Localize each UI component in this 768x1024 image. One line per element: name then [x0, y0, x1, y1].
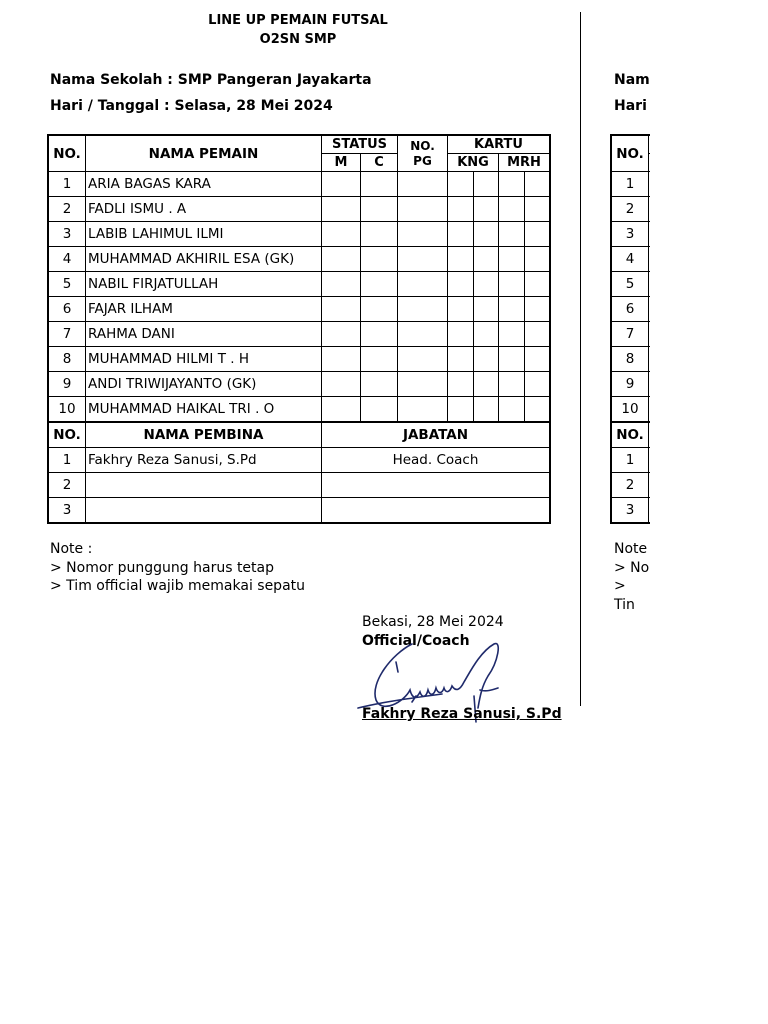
status-c-cell — [361, 397, 398, 423]
header-kartu-kng: KNG — [448, 154, 499, 172]
mrh-cell-1 — [499, 222, 525, 247]
player-name: RAHMA DANI — [86, 322, 322, 347]
right-copy-official-number: 3 — [612, 498, 649, 523]
player-number: 8 — [49, 347, 86, 372]
header-kartu: KARTU — [448, 136, 550, 154]
signature-place-date: Bekasi, 28 Mei 2024 — [362, 614, 504, 630]
kng-cell-1 — [448, 297, 474, 322]
right-copy-row — [612, 272, 651, 297]
official-row — [49, 473, 550, 498]
signature-role: Official/Coach — [362, 633, 470, 649]
signature-name: Fakhry Reza Sanusi, S.Pd — [362, 706, 562, 722]
player-rows — [49, 172, 550, 423]
status-m-cell — [322, 372, 361, 397]
kng-cell-2 — [474, 297, 499, 322]
jersey-number-cell — [398, 222, 448, 247]
official-name — [86, 473, 322, 498]
mrh-cell-2 — [525, 272, 550, 297]
jersey-number-cell — [398, 297, 448, 322]
kng-cell-2 — [474, 397, 499, 423]
mrh-cell-2 — [525, 222, 550, 247]
lineup-table — [48, 135, 550, 523]
right-copy-row-number: 4 — [612, 247, 649, 272]
official-name — [86, 498, 322, 523]
table-row — [49, 272, 550, 297]
title-line-1: LINE UP PEMAIN FUTSAL — [208, 13, 388, 28]
right-copy-official-number: 1 — [612, 448, 649, 473]
header-player-name: NAMA PEMAIN — [86, 136, 322, 172]
table-row — [49, 397, 550, 423]
status-m-cell — [322, 322, 361, 347]
kng-cell-1 — [448, 397, 474, 423]
player-name: ANDI TRIWIJAYANTO (GK) — [86, 372, 322, 397]
jersey-number-cell — [398, 397, 448, 423]
status-m-cell — [322, 347, 361, 372]
status-c-cell — [361, 197, 398, 222]
official-role: Head. Coach — [322, 448, 550, 473]
right-copy-official-row — [612, 448, 651, 473]
status-m-cell — [322, 172, 361, 197]
player-number: 7 — [49, 322, 86, 347]
player-name: FADLI ISMU . A — [86, 197, 322, 222]
table-row — [49, 172, 550, 197]
official-number: 2 — [49, 473, 86, 498]
player-name: MUHAMMAD AKHIRIL ESA (GK) — [86, 247, 322, 272]
mrh-cell-1 — [499, 172, 525, 197]
right-copy-official-row — [612, 498, 651, 523]
status-m-cell — [322, 247, 361, 272]
status-c-cell — [361, 172, 398, 197]
status-c-cell — [361, 272, 398, 297]
official-rows — [49, 448, 550, 523]
player-number: 10 — [49, 397, 86, 423]
mrh-cell-1 — [499, 297, 525, 322]
school-name: Nama Sekolah : SMP Pangeran Jayakarta — [50, 72, 372, 88]
right-copy-row-number: 5 — [612, 272, 649, 297]
status-m-cell — [322, 397, 361, 423]
header-jersey-number: NO. PG — [398, 136, 448, 172]
status-c-cell — [361, 247, 398, 272]
mrh-cell-1 — [499, 197, 525, 222]
kng-cell-1 — [448, 247, 474, 272]
kng-cell-2 — [474, 322, 499, 347]
header-kartu-mrh: MRH — [499, 154, 550, 172]
kng-cell-1 — [448, 372, 474, 397]
kng-cell-2 — [474, 272, 499, 297]
player-number: 5 — [49, 272, 86, 297]
right-copy-rows — [612, 172, 651, 423]
status-c-cell — [361, 372, 398, 397]
table-row — [49, 297, 550, 322]
player-name: NABIL FIRJATULLAH — [86, 272, 322, 297]
table-row — [49, 347, 550, 372]
right-copy — [608, 0, 650, 1024]
right-copy-row — [612, 247, 651, 272]
page-divider — [580, 12, 581, 706]
mrh-cell-1 — [499, 322, 525, 347]
mrh-cell-2 — [525, 322, 550, 347]
player-number: 6 — [49, 297, 86, 322]
right-copy-official-number: 2 — [612, 473, 649, 498]
player-number: 2 — [49, 197, 86, 222]
right-copy-official-row — [612, 473, 651, 498]
player-name: LABIB LAHIMUL ILMI — [86, 222, 322, 247]
header-jabatan: JABATAN — [322, 422, 550, 448]
player-number: 4 — [49, 247, 86, 272]
player-number: 9 — [49, 372, 86, 397]
right-copy-notes: Note > No > Tin — [614, 541, 650, 613]
official-name: Fakhry Reza Sanusi, S.Pd — [86, 448, 322, 473]
mrh-cell-2 — [525, 247, 550, 272]
status-c-cell — [361, 347, 398, 372]
mrh-cell-1 — [499, 397, 525, 423]
right-copy-row — [612, 197, 651, 222]
right-copy-date: Hari — [614, 98, 647, 114]
table-row — [49, 197, 550, 222]
right-copy-row-number: 8 — [612, 347, 649, 372]
jersey-number-cell — [398, 372, 448, 397]
mrh-cell-1 — [499, 272, 525, 297]
right-copy-row — [612, 297, 651, 322]
title-line-2: O2SN SMP — [259, 32, 337, 47]
right-copy-table — [611, 135, 650, 523]
kng-cell-1 — [448, 272, 474, 297]
right-copy-header-official-no: NO. — [612, 422, 649, 448]
match-date: Hari / Tanggal : Selasa, 28 Mei 2024 — [50, 98, 333, 114]
official-row — [49, 448, 550, 473]
status-c-cell — [361, 297, 398, 322]
header-pembina: NAMA PEMBINA — [86, 422, 322, 448]
right-copy-row-number: 3 — [612, 222, 649, 247]
right-copy-row — [612, 397, 651, 423]
right-copy-row-number: 1 — [612, 172, 649, 197]
jersey-number-cell — [398, 197, 448, 222]
official-row — [49, 498, 550, 523]
status-m-cell — [322, 272, 361, 297]
header-no: NO. — [49, 136, 86, 172]
player-name: MUHAMMAD HAIKAL TRI . O — [86, 397, 322, 423]
mrh-cell-2 — [525, 372, 550, 397]
jersey-number-cell — [398, 322, 448, 347]
table-row — [49, 247, 550, 272]
header-status-m: M — [322, 154, 361, 172]
right-copy-row-number: 6 — [612, 297, 649, 322]
jersey-number-cell — [398, 272, 448, 297]
right-copy-school: Nam — [614, 72, 650, 88]
notes — [50, 540, 305, 596]
kng-cell-1 — [448, 172, 474, 197]
note-line-2: > Tim official wajib memakai sepatu — [50, 578, 306, 594]
status-m-cell — [322, 297, 361, 322]
official-number: 1 — [49, 448, 86, 473]
status-c-cell — [361, 322, 398, 347]
status-m-cell — [322, 197, 361, 222]
status-m-cell — [322, 222, 361, 247]
right-copy-row — [612, 372, 651, 397]
right-copy-row — [612, 172, 651, 197]
right-copy-row — [612, 347, 651, 372]
header-status-c: C — [361, 154, 398, 172]
jersey-number-cell — [398, 172, 448, 197]
kng-cell-1 — [448, 197, 474, 222]
right-copy-row — [612, 222, 651, 247]
official-role — [322, 498, 550, 523]
mrh-cell-1 — [499, 347, 525, 372]
kng-cell-2 — [474, 197, 499, 222]
note-line-1: > Nomor punggung harus tetap — [50, 559, 274, 576]
mrh-cell-2 — [525, 347, 550, 372]
kng-cell-2 — [474, 172, 499, 197]
player-name: FAJAR ILHAM — [86, 297, 322, 322]
player-number: 1 — [49, 172, 86, 197]
header-status: STATUS — [322, 136, 398, 154]
right-copy-official-rows — [612, 448, 651, 523]
kng-cell-2 — [474, 247, 499, 272]
mrh-cell-1 — [499, 372, 525, 397]
table-row — [49, 372, 550, 397]
table-row — [49, 322, 550, 347]
notes-heading: Note : — [50, 541, 93, 557]
official-number: 3 — [49, 498, 86, 523]
table-row — [49, 222, 550, 247]
player-name: ARIA BAGAS KARA — [86, 172, 322, 197]
kng-cell-2 — [474, 372, 499, 397]
jersey-number-cell — [398, 347, 448, 372]
mrh-cell-2 — [525, 297, 550, 322]
mrh-cell-1 — [499, 247, 525, 272]
kng-cell-1 — [448, 347, 474, 372]
mrh-cell-2 — [525, 397, 550, 423]
kng-cell-2 — [474, 222, 499, 247]
right-copy-row — [612, 322, 651, 347]
right-copy-row-number: 10 — [612, 397, 649, 423]
header-official-no: NO. — [49, 422, 86, 448]
right-copy-row-number: 2 — [612, 197, 649, 222]
status-c-cell — [361, 222, 398, 247]
player-name: MUHAMMAD HILMI T . H — [86, 347, 322, 372]
kng-cell-1 — [448, 322, 474, 347]
official-role — [322, 473, 550, 498]
jersey-number-cell — [398, 247, 448, 272]
document-title — [48, 11, 548, 49]
mrh-cell-2 — [525, 172, 550, 197]
right-copy-row-number: 7 — [612, 322, 649, 347]
kng-cell-1 — [448, 222, 474, 247]
kng-cell-2 — [474, 347, 499, 372]
player-number: 3 — [49, 222, 86, 247]
mrh-cell-2 — [525, 197, 550, 222]
right-copy-row-number: 9 — [612, 372, 649, 397]
right-copy-header-no: NO. — [612, 136, 649, 172]
